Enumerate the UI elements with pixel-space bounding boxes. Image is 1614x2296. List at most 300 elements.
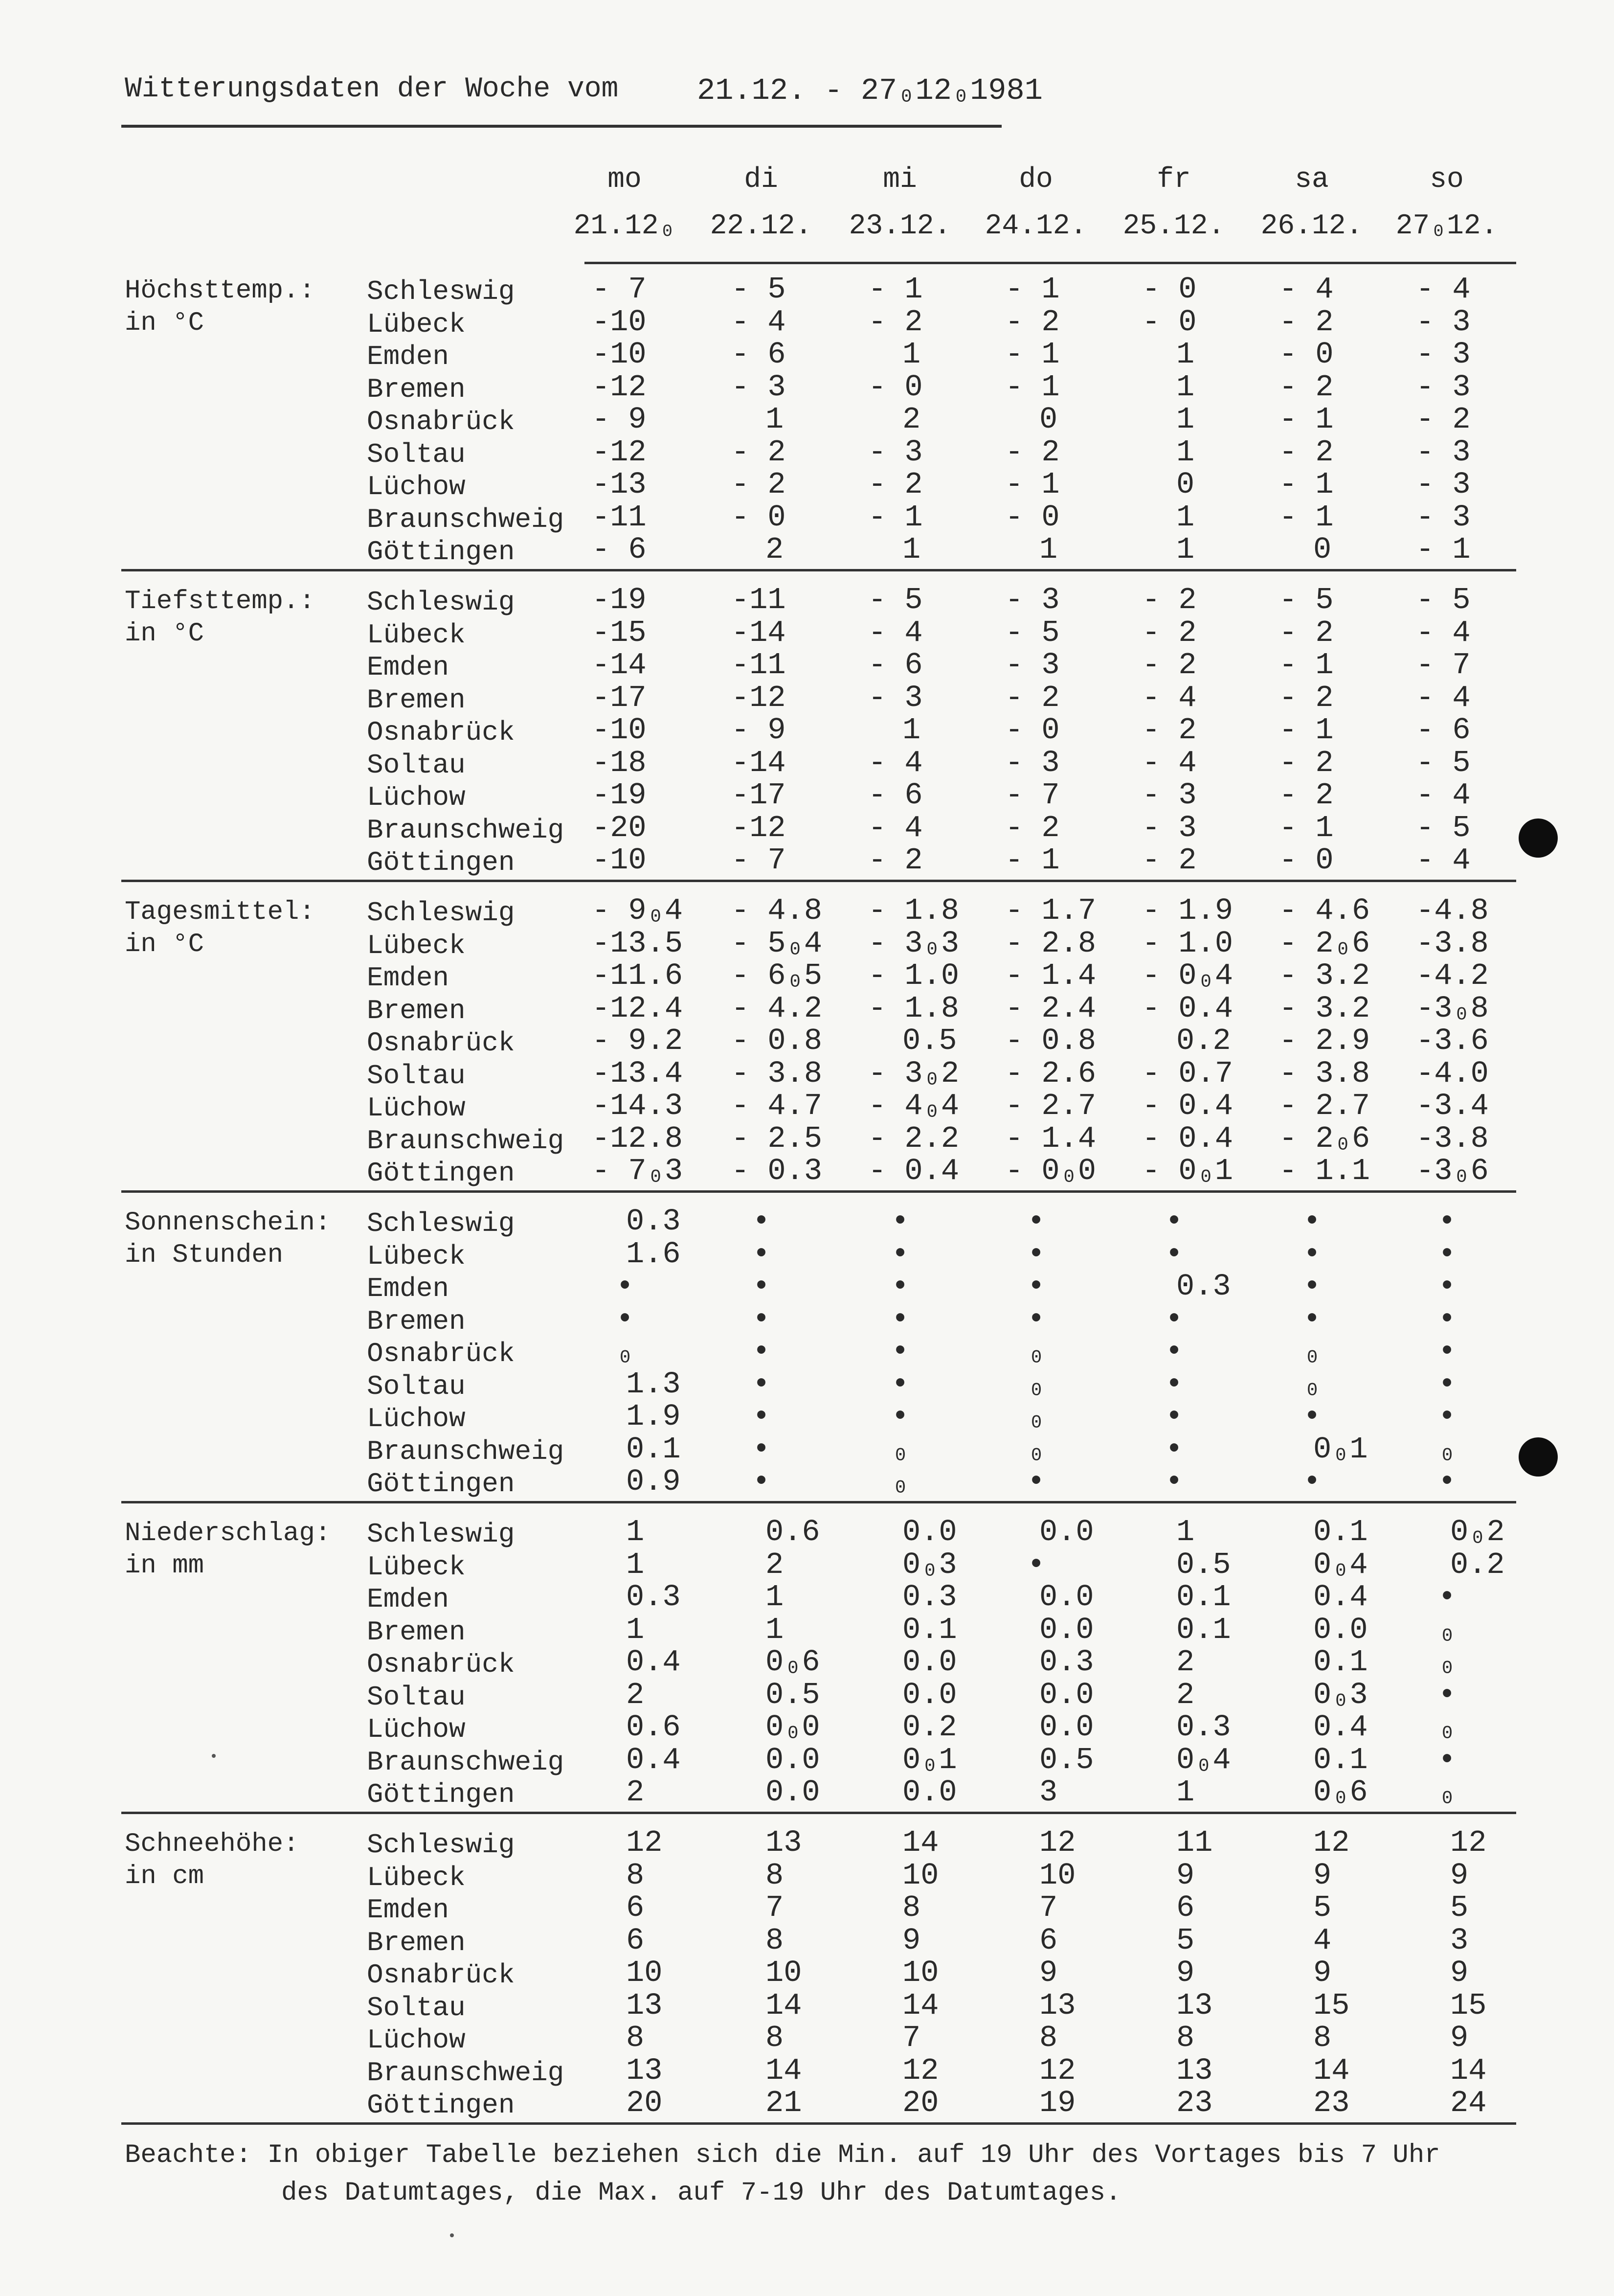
no-data-dot: •	[1165, 1236, 1184, 1272]
table-cell: - 0.8	[731, 1023, 823, 1058]
no-data-dot: •	[752, 1204, 771, 1239]
station-name: Emden	[367, 652, 449, 683]
no-data-dot: •	[891, 1301, 910, 1337]
paper-speck	[450, 2233, 454, 2237]
table-cell: - 3	[1005, 583, 1060, 617]
table-cell: -11.6	[592, 958, 683, 993]
table-cell: 0.3	[1176, 1710, 1231, 1745]
no-data-dot: ₀	[1438, 1710, 1457, 1745]
table-cell: - 0.3	[731, 1154, 823, 1188]
table-cell: - 4	[731, 304, 786, 340]
table-cell: - 2	[1279, 680, 1334, 715]
table-cell: - 6	[1416, 713, 1471, 748]
table-cell: 1.3	[626, 1366, 681, 1402]
station-name: Göttingen	[367, 847, 515, 878]
table-cell: - 4	[868, 615, 923, 650]
table-cell: 0.0	[1039, 1580, 1094, 1614]
table-cell: - 1.0	[868, 958, 960, 993]
table-cell: 13	[1176, 1988, 1213, 2023]
no-data-dot: ₀	[1027, 1399, 1046, 1434]
station-name: Bremen	[367, 995, 466, 1026]
table-cell: - 0₀0	[1005, 1154, 1097, 1188]
table-cell: 7	[1039, 1890, 1058, 1925]
table-cell: - 0.8	[1005, 1023, 1097, 1058]
section-rule	[121, 1501, 1516, 1503]
table-cell: - 2	[868, 843, 923, 878]
table-cell: 6	[1039, 1923, 1058, 1958]
day-date: 27₀12.	[1395, 210, 1498, 242]
no-data-dot: •	[1438, 1580, 1457, 1614]
station-name: Göttingen	[367, 536, 515, 568]
table-cell: 7	[765, 1890, 784, 1925]
station-name: Göttingen	[367, 2090, 515, 2121]
table-cell: - 0.4	[868, 1154, 960, 1188]
table-cell: -4.2	[1416, 958, 1489, 993]
table-cell: - 1	[1279, 810, 1334, 845]
table-cell: - 4	[1416, 843, 1471, 878]
station-name: Lüchow	[367, 1092, 466, 1124]
table-cell: - 2	[1005, 434, 1060, 470]
day-name-mo: mo	[607, 164, 642, 196]
no-data-dot: •	[891, 1334, 910, 1369]
table-cell: 1	[626, 1612, 645, 1647]
table-cell: 9	[1313, 1955, 1332, 1990]
no-data-dot: ₀	[1027, 1366, 1046, 1402]
table-cell: - 9.2	[592, 1023, 683, 1058]
table-cell: - 1	[868, 500, 923, 535]
table-cell: - 5	[1279, 583, 1334, 617]
day-date: 25.12.	[1122, 210, 1225, 242]
station-name: Soltau	[367, 1681, 466, 1713]
table-cell: -11	[592, 500, 647, 535]
table-cell: -10	[592, 337, 647, 372]
no-data-dot: •	[1438, 1366, 1457, 1402]
table-cell: - 7₀3	[592, 1154, 683, 1188]
table-cell: - 3₀3	[868, 926, 960, 961]
table-cell: - 0	[868, 369, 923, 405]
no-data-dot: ₀	[1438, 1612, 1457, 1647]
table-cell: - 5₀4	[731, 926, 823, 961]
table-cell: 3	[1039, 1775, 1058, 1810]
table-cell: 0.3	[1039, 1645, 1094, 1680]
day-name-sa: sa	[1295, 164, 1329, 196]
table-cell: 15	[1313, 1988, 1350, 2023]
table-cell: 1	[902, 337, 921, 372]
table-cell: 0.9	[626, 1464, 681, 1499]
no-data-dot: •	[1438, 1677, 1457, 1712]
table-cell: - 0	[731, 500, 786, 535]
no-data-dot: •	[1165, 1334, 1184, 1369]
table-cell: - 4₀4	[868, 1089, 960, 1123]
table-cell: - 7	[731, 843, 786, 878]
table-cell: - 2	[1416, 402, 1471, 437]
station-name: Emden	[367, 1584, 449, 1615]
no-data-dot: •	[1303, 1269, 1322, 1304]
station-name: Braunschweig	[367, 503, 564, 535]
station-name: Schleswig	[367, 1208, 515, 1239]
day-name-so: so	[1430, 164, 1464, 196]
table-cell: - 4	[868, 810, 923, 845]
no-data-dot: •	[1027, 1464, 1046, 1499]
table-cell: - 0	[1142, 272, 1197, 307]
day-date: 24.12.	[985, 210, 1087, 242]
table-cell: 0₀1	[902, 1742, 957, 1777]
table-cell: 1	[626, 1547, 645, 1582]
station-name: Emden	[367, 962, 449, 994]
table-cell: - 2	[1279, 304, 1334, 340]
table-cell: - 1	[868, 272, 923, 307]
table-cell: -12	[592, 369, 647, 405]
table-cell: 0.5	[1039, 1742, 1094, 1777]
no-data-dot: •	[1438, 1742, 1457, 1777]
table-cell: 2	[765, 1547, 784, 1582]
week-date-range: 21.12. - 27₀12₀1981	[697, 73, 1043, 108]
table-cell: 0.3	[902, 1580, 957, 1614]
table-cell: - 4	[1416, 615, 1471, 650]
station-name: Osnabrück	[367, 717, 515, 748]
table-cell: 0.1	[1313, 1742, 1368, 1777]
table-cell: - 9₀4	[592, 893, 683, 928]
table-cell: - 0	[1005, 500, 1060, 535]
table-cell: 0₀4	[1313, 1547, 1368, 1582]
table-cell: - 0₀4	[1142, 958, 1233, 993]
table-cell: 10	[1039, 1858, 1076, 1893]
table-cell: 1	[626, 1515, 645, 1549]
section-label: Tagesmittel: in °C	[125, 897, 315, 959]
table-cell: 12	[626, 1825, 663, 1860]
no-data-dot: •	[891, 1204, 910, 1239]
table-cell: 13	[1176, 2053, 1213, 2088]
table-cell: - 4.2	[731, 991, 823, 1026]
station-name: Braunschweig	[367, 2057, 564, 2089]
station-name: Braunschweig	[367, 1746, 564, 1778]
station-name: Lübeck	[367, 308, 466, 340]
table-cell: 13	[626, 1988, 663, 2023]
table-cell: - 6	[868, 778, 923, 813]
table-cell: 21	[765, 2086, 802, 2120]
table-cell: 2	[1176, 1645, 1195, 1680]
table-cell: -20	[592, 810, 647, 845]
table-cell: 10	[902, 1858, 939, 1893]
table-cell: - 1.8	[868, 893, 960, 928]
table-cell: - 3.8	[731, 1056, 823, 1091]
table-cell: - 1	[1005, 843, 1060, 878]
table-cell: -17	[731, 778, 786, 813]
table-cell: - 4	[1142, 745, 1197, 780]
no-data-dot: •	[891, 1366, 910, 1402]
no-data-dot: •	[1165, 1399, 1184, 1434]
station-name: Soltau	[367, 749, 466, 781]
table-cell: -10	[592, 713, 647, 748]
table-cell: - 3	[1416, 500, 1471, 535]
table-cell: 9	[902, 1923, 921, 1958]
table-cell: 1	[1176, 369, 1195, 405]
table-cell: - 3	[731, 369, 786, 405]
table-cell: 24	[1450, 2086, 1487, 2120]
station-name: Lüchow	[367, 782, 466, 813]
table-cell: -3.4	[1416, 1089, 1489, 1123]
table-cell: 13	[626, 2053, 663, 2088]
table-cell: 0.0	[1039, 1515, 1094, 1549]
table-cell: -19	[592, 583, 647, 617]
table-cell: - 7	[592, 272, 647, 307]
table-cell: 10	[765, 1955, 802, 1990]
no-data-dot: •	[752, 1334, 771, 1369]
table-cell: - 3	[1416, 434, 1471, 470]
station-name: Braunschweig	[367, 1435, 564, 1467]
table-cell: -12.4	[592, 991, 683, 1026]
table-cell: 2	[765, 532, 784, 567]
table-cell: - 3.2	[1279, 991, 1370, 1026]
table-cell: 5	[1313, 1890, 1332, 1925]
station-name: Osnabrück	[367, 1959, 515, 1991]
table-cell: 0.0	[902, 1775, 957, 1810]
table-cell: 14	[902, 1988, 939, 2023]
no-data-dot: •	[891, 1236, 910, 1272]
table-cell: 10	[902, 1955, 939, 1990]
table-cell: 0.1	[626, 1432, 681, 1467]
table-cell: 0₀6	[1313, 1775, 1368, 1810]
table-cell: - 3.2	[1279, 958, 1370, 993]
no-data-dot: ₀	[1438, 1645, 1457, 1680]
table-cell: - 2₀6	[1279, 1121, 1370, 1156]
table-cell: 12	[1313, 1825, 1350, 1860]
table-cell: - 7	[1416, 648, 1471, 682]
table-cell: 0.5	[902, 1023, 957, 1058]
header-rule	[584, 262, 1516, 264]
table-cell: -12	[592, 434, 647, 470]
table-cell: 0	[1313, 532, 1332, 567]
table-cell: 0.5	[1176, 1547, 1231, 1582]
table-cell: 0.3	[626, 1204, 681, 1239]
day-date: 26.12.	[1260, 210, 1363, 242]
section-rule	[121, 2122, 1516, 2125]
section-rule	[121, 1190, 1516, 1193]
table-cell: 0.0	[1039, 1677, 1094, 1712]
no-data-dot: •	[1438, 1399, 1457, 1434]
table-cell: 0.2	[1450, 1547, 1505, 1582]
table-cell: -14.3	[592, 1089, 683, 1123]
table-cell: - 6	[592, 532, 647, 567]
section-label: Tiefsttemp.: in °C	[125, 587, 315, 649]
table-cell: -3₀8	[1416, 991, 1489, 1026]
table-cell: - 7	[1005, 778, 1060, 813]
table-cell: 1	[902, 532, 921, 567]
table-cell: - 1	[1279, 648, 1334, 682]
no-data-dot: •	[752, 1236, 771, 1272]
table-cell: 0.1	[1176, 1580, 1231, 1614]
day-name-do: do	[1019, 164, 1053, 196]
table-cell: - 2	[1142, 843, 1197, 878]
table-cell: - 3	[868, 434, 923, 470]
table-cell: - 1	[1005, 369, 1060, 405]
table-cell: 12	[1039, 2053, 1076, 2088]
table-cell: 8	[765, 1923, 784, 1958]
table-cell: - 6₀5	[731, 958, 823, 993]
table-cell: - 9	[592, 402, 647, 437]
table-cell: -12.8	[592, 1121, 683, 1156]
table-cell: 0.1	[902, 1612, 957, 1647]
table-cell: 0.1	[1313, 1515, 1368, 1549]
station-name: Soltau	[367, 438, 466, 470]
station-name: Emden	[367, 1894, 449, 1926]
table-cell: - 2.7	[1005, 1089, 1097, 1123]
table-cell: 13	[1039, 1988, 1076, 2023]
no-data-dot: ₀	[891, 1432, 910, 1467]
station-name: Lüchow	[367, 471, 466, 502]
table-cell: -14	[731, 745, 786, 780]
no-data-dot: •	[1438, 1269, 1457, 1304]
table-cell: 0.0	[765, 1775, 820, 1810]
table-cell: - 0	[1142, 304, 1197, 340]
no-data-dot: ₀	[1027, 1334, 1046, 1369]
table-cell: 1	[902, 713, 921, 748]
station-name: Lüchow	[367, 1714, 466, 1745]
table-cell: 8	[765, 2021, 784, 2055]
table-cell: 9	[1450, 1858, 1469, 1893]
table-cell: 5	[1176, 1923, 1195, 1958]
table-cell: 0.0	[1313, 1612, 1368, 1647]
table-cell: - 6	[868, 648, 923, 682]
section-label: Sonnenschein: in Stunden	[125, 1208, 331, 1270]
day-name-mi: mi	[883, 164, 917, 196]
station-name: Schleswig	[367, 1519, 515, 1550]
table-cell: 1	[765, 1580, 784, 1614]
table-cell: 5	[1450, 1890, 1469, 1925]
table-cell: 3	[1450, 1923, 1469, 1958]
table-cell: 20	[626, 2086, 663, 2120]
no-data-dot: •	[1438, 1236, 1457, 1272]
table-cell: - 1.4	[1005, 958, 1097, 993]
station-name: Göttingen	[367, 1779, 515, 1810]
no-data-dot: •	[752, 1432, 771, 1467]
no-data-dot: •	[616, 1269, 634, 1304]
table-cell: - 0.7	[1142, 1056, 1233, 1091]
table-cell: 9	[1039, 1955, 1058, 1990]
station-name: Bremen	[367, 373, 466, 405]
table-cell: 0.3	[1176, 1269, 1231, 1304]
table-cell: 0.1	[1313, 1645, 1368, 1680]
table-cell: 6	[626, 1923, 645, 1958]
table-cell: 0.2	[902, 1710, 957, 1745]
table-cell: - 0.4	[1142, 1089, 1233, 1123]
punch-hole	[1519, 1437, 1558, 1477]
no-data-dot: •	[1438, 1204, 1457, 1239]
paper-speck	[212, 1754, 216, 1758]
table-cell: 0	[1176, 467, 1195, 502]
table-cell: - 3	[868, 680, 923, 715]
no-data-dot: •	[1303, 1236, 1322, 1272]
station-name: Soltau	[367, 1992, 466, 2023]
table-cell: 0.4	[626, 1645, 681, 1680]
no-data-dot: ₀	[1027, 1432, 1046, 1467]
day-date: 22.12.	[710, 210, 812, 242]
table-cell: 1	[1176, 1775, 1195, 1810]
table-cell: - 1.4	[1005, 1121, 1097, 1156]
table-cell: 11	[1176, 1825, 1213, 1860]
station-name: Lübeck	[367, 930, 466, 961]
table-cell: - 5	[1005, 615, 1060, 650]
table-cell: 2	[626, 1677, 645, 1712]
table-cell: - 2.9	[1279, 1023, 1370, 1058]
table-cell: -13.4	[592, 1056, 683, 1091]
table-cell: 1	[1039, 532, 1058, 567]
no-data-dot: ₀	[1438, 1775, 1457, 1810]
table-cell: - 1	[1005, 337, 1060, 372]
table-cell: 6	[1176, 1890, 1195, 1925]
station-name: Schleswig	[367, 897, 515, 929]
table-cell: - 1	[1279, 713, 1334, 748]
table-cell: 0.0	[765, 1742, 820, 1777]
table-cell: 8	[626, 1858, 645, 1893]
table-cell: - 2	[1279, 745, 1334, 780]
station-name: Göttingen	[367, 1158, 515, 1189]
table-cell: - 1.9	[1142, 893, 1233, 928]
table-cell: 0.0	[1039, 1710, 1094, 1745]
table-cell: - 2	[868, 304, 923, 340]
table-cell: - 2₀6	[1279, 926, 1370, 961]
table-cell: 0₀0	[765, 1710, 820, 1745]
day-date: 23.12.	[849, 210, 951, 242]
no-data-dot: •	[1027, 1301, 1046, 1337]
table-cell: - 1	[1005, 467, 1060, 502]
table-cell: - 1.8	[868, 991, 960, 1026]
table-cell: 1	[1176, 337, 1195, 372]
no-data-dot: •	[752, 1399, 771, 1434]
table-cell: - 2.5	[731, 1121, 823, 1156]
table-cell: - 9	[731, 713, 786, 748]
table-cell: 0₀3	[902, 1547, 957, 1582]
table-cell: - 2	[1142, 583, 1197, 617]
table-cell: 10	[626, 1955, 663, 1990]
table-cell: -11	[731, 648, 786, 682]
no-data-dot: ₀	[1438, 1432, 1457, 1467]
table-cell: 1.9	[626, 1399, 681, 1434]
table-cell: 19	[1039, 2086, 1076, 2120]
table-cell: -18	[592, 745, 647, 780]
table-cell: 20	[902, 2086, 939, 2120]
table-cell: - 4.7	[731, 1089, 823, 1123]
table-cell: 1	[1176, 1515, 1195, 1549]
table-cell: 8	[902, 1890, 921, 1925]
no-data-dot: •	[1165, 1432, 1184, 1467]
table-cell: -12	[731, 810, 786, 845]
table-cell: -4.8	[1416, 893, 1489, 928]
table-cell: - 3	[1142, 778, 1197, 813]
section-rule	[121, 1812, 1516, 1814]
table-cell: -14	[592, 648, 647, 682]
table-cell: 23	[1176, 2086, 1213, 2120]
table-cell: -17	[592, 680, 647, 715]
table-cell: - 5	[1416, 583, 1471, 617]
station-name: Osnabrück	[367, 406, 515, 437]
table-cell: - 0.4	[1142, 1121, 1233, 1156]
no-data-dot: ₀	[616, 1334, 634, 1369]
table-cell: 12	[902, 2053, 939, 2088]
table-cell: - 3.8	[1279, 1056, 1370, 1091]
page-title: Witterungsdaten der Woche vom	[125, 73, 619, 105]
table-cell: - 3	[1005, 648, 1060, 682]
table-cell: 6	[626, 1890, 645, 1925]
table-cell: 0.0	[902, 1677, 957, 1712]
table-cell: - 1.1	[1279, 1154, 1370, 1188]
no-data-dot: •	[891, 1269, 910, 1304]
punch-hole	[1519, 818, 1558, 858]
table-cell: 8	[626, 2021, 645, 2055]
section-rule	[121, 569, 1516, 571]
table-cell: - 2	[731, 434, 786, 470]
table-cell: 1	[1176, 434, 1195, 470]
